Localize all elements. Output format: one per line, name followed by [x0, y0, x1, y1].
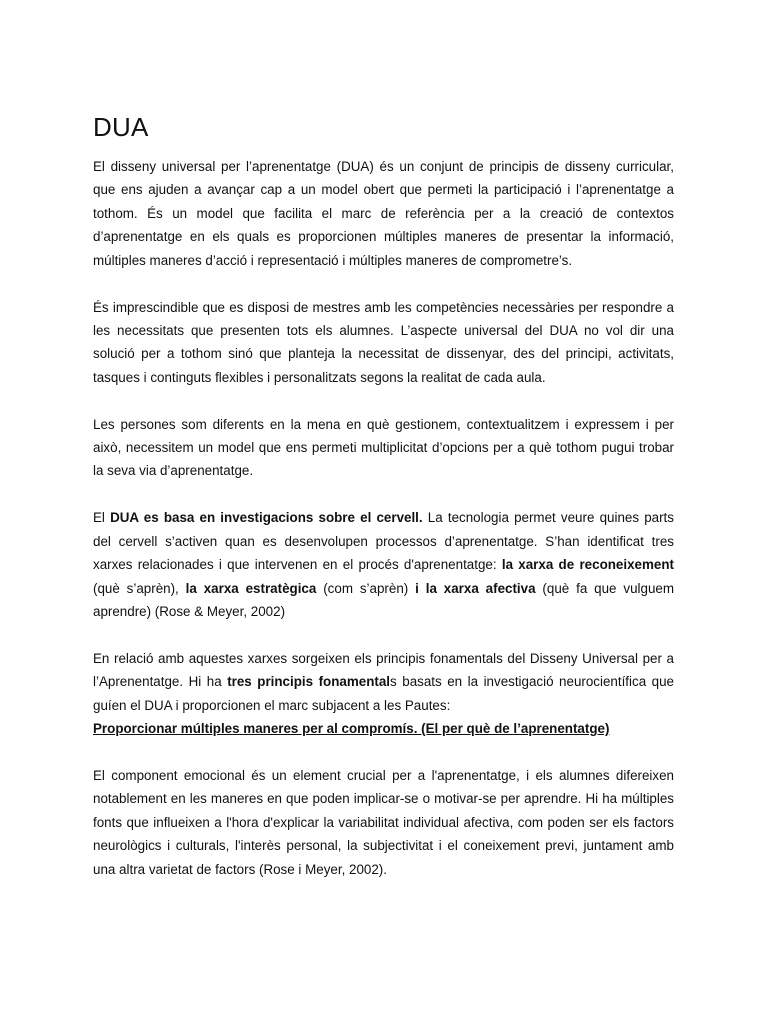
paragraph-emotional-component: El component emocional és un element crucial per a l'aprenentatge, i els alumnes difereixen notablement en les maneres en que poden implicar-se o motivar-se per aprendre. Hi ha múltiples fonts que influeixen a l'hora d'explicar la variabilitat individual afectiva, com poden ser els factors neurològics i culturals, l'interès personal, la subjectivitat i el coneixement previ, juntament amb una altra varietat de factors (Rose i Meyer, 2002). — [93, 768, 674, 877]
bold-run-dua-brain: DUA es basa en investigacions sobre el cervell. — [110, 510, 423, 526]
text-run: (què s’aprèn), — [93, 580, 186, 596]
paragraph-teachers: És imprescindible que es disposi de mestres amb les competències necessàries per respondre a les necessitats que presenten tots els alumnes. L’aspecte universal del DUA no vol dir una solució per a tothom sinó que planteja la necessitat de dissenyar, des del principi, activitats, tasques i continguts flexibles i personalitzats segons la realitat de cada aula. — [93, 299, 674, 385]
bold-run-strategic-network: la xarxa estratègica — [185, 580, 317, 596]
bold-run-three-principles: tres principis fonamental — [227, 674, 391, 690]
bold-run-recognition-network: la xarxa de reconeixement — [501, 557, 674, 573]
paragraph-principles — [93, 647, 674, 717]
text-run: El — [93, 510, 111, 526]
text-run: En relació amb aquestes xarxes sorgeixen els principis fonamentals del Disseny Universal per a l’Aprenentatge. Hi ha — [93, 650, 674, 690]
bold-run-affective-network: i la xarxa afectiva — [415, 580, 536, 596]
text-run: (què fa que vulguem aprendre) (Rose & Meyer, 2002) — [93, 580, 675, 619]
paragraph-diversity: Les persones som diferents en la mena en què gestionem, contextualitzem i expressem i per això, necessitem un model que ens permeti multiplicitat d’opcions per a què tothom pugui trobar la seva via d’aprenentatge. — [93, 416, 674, 479]
paragraph-brain-networks — [93, 506, 674, 623]
section-heading-engagement: Proporcionar múltiples maneres per al compromís. (El per què de l’aprenentatge) — [93, 721, 610, 737]
text-run: s basats en la investigació neurocientífica que guíen el DUA i proporcionen el marc subjacent a les Pautes: — [93, 674, 675, 713]
document-title: DUA — [93, 112, 149, 142]
text-run: La tecnologia permet veure quines parts del cervell s’activen quan es desenvolupen processos d’aprenentatge. S’han identificat tres xarxes relacionades i que intervenen en el procés d'aprenentatge: — [93, 510, 674, 573]
paragraph-dua-definition: El disseny universal per l’aprenentatge (DUA) és un conjunt de principis de disseny curricular, que ens ajuden a avançar cap a un model obert que permeti la participació i l’aprenentatge a tothom. És un model que facilita el marc de referència per a la creació de contextos d’aprenentatge en els quals es proporcionen múltiples maneres de presentar la informació, múltiples maneres d’acció i representació i múltiples maneres de comprometre’s. — [93, 159, 674, 268]
text-run: (com s’aprèn) — [316, 580, 416, 596]
